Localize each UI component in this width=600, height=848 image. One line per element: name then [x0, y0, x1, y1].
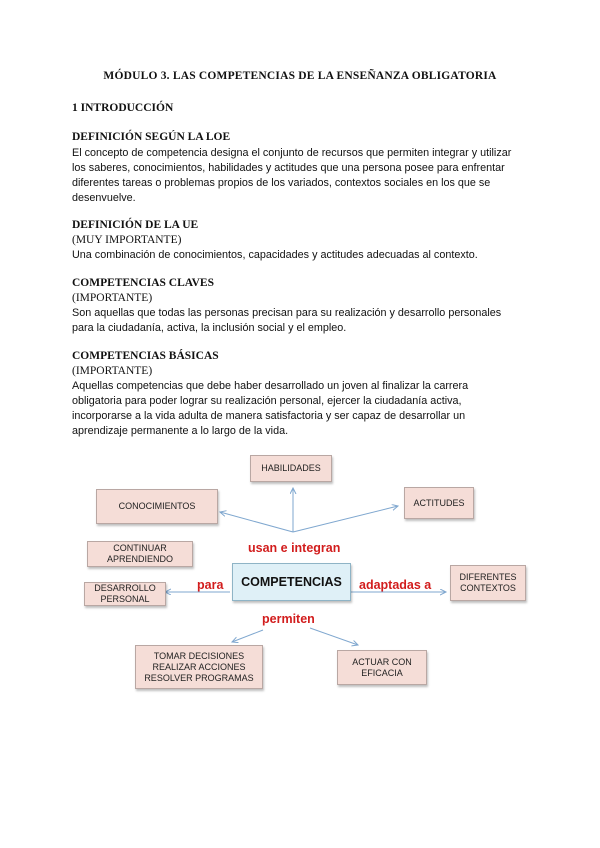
text-line: diferentes tareas o problemas propios de los variados, contextos sociales en los que se — [72, 177, 491, 189]
text-line: Aquellas competencias que debe haber desarrollado un joven al finalizar la carrera — [72, 380, 469, 392]
intro-heading: 1 INTRODUCCIÓN — [72, 102, 174, 114]
box-line: TOMAR DECISIONES — [153, 650, 245, 661]
arrow-actitudes — [293, 506, 398, 532]
text-line: Son aquellas que todas las personas precisan para su realización y desarrollo personales — [72, 307, 502, 319]
label-adaptadas-a: adaptadas a — [359, 578, 432, 592]
box-conocimientos: CONOCIMIENTOS — [96, 489, 218, 524]
importance-tag: (IMPORTANTE) — [72, 292, 153, 304]
section-heading-basicas: COMPETENCIAS BÁSICAS — [72, 350, 219, 362]
box-line: DESARROLLO — [94, 583, 156, 593]
arrow-tomar — [232, 630, 263, 642]
text-line: los saberes, conocimientos, habilidades y actitudes que una persona posee para enfrentar — [72, 162, 505, 174]
label-permiten: permiten — [262, 612, 315, 626]
section-heading-claves: COMPETENCIAS CLAVES — [72, 277, 214, 289]
box-competencias: COMPETENCIAS — [232, 563, 351, 601]
box-line: RESOLVER PROGRAMAS — [144, 672, 254, 683]
text-line: incorporarse a la vida adulta de manera satisfactoria y ser capaz de desarrollar un — [72, 410, 466, 422]
importance-tag: (IMPORTANTE) — [72, 365, 153, 377]
text-line: obligatoria para poder lograr su realización personal, ejercer la ciudadanía activa, — [72, 395, 462, 407]
arrow-actuar — [310, 628, 358, 645]
box-line: APRENDIENDO — [106, 554, 173, 564]
label-para: para — [197, 578, 224, 592]
section-heading-ue: DEFINICIÓN DE LA UE — [72, 219, 199, 231]
box-habilidades: HABILIDADES — [250, 455, 332, 482]
box-line: REALIZAR ACCIONES — [152, 661, 246, 672]
text-line: El concepto de competencia designa el conjunto de recursos que permiten integrar y utilizar — [72, 147, 512, 159]
box-line: DIFERENTES — [459, 572, 517, 582]
box-line: CONTEXTOS — [460, 583, 516, 593]
box-line: ACTUAR CON — [352, 656, 412, 667]
arrow-conocimientos — [220, 512, 293, 532]
box-line: PERSONAL — [100, 594, 150, 604]
box-actuar-eficacia — [337, 650, 427, 685]
text-line: para la ciudadanía, activa, la inclusión social y el empleo. — [72, 322, 347, 334]
box-diferentes-contextos — [450, 565, 526, 601]
text-line: desenvuelve. — [72, 192, 136, 204]
box-desarrollo-personal — [84, 582, 166, 606]
box-continuar-aprendiendo — [87, 541, 193, 567]
page-title: MÓDULO 3. LAS COMPETENCIAS DE LA ENSEÑANZA OBLIGATORIA — [103, 70, 497, 82]
box-actitudes: ACTITUDES — [404, 487, 474, 519]
box-tomar-decisiones — [135, 645, 263, 689]
box-line: EFICACIA — [361, 667, 403, 678]
text-line: Una combinación de conocimientos, capacidades y actitudes adecuadas al contexto. — [72, 249, 478, 261]
importance-tag: (MUY IMPORTANTE) — [72, 234, 182, 246]
label-usan-e-integran: usan e integran — [248, 541, 341, 555]
section-heading-loe: DEFINICIÓN SEGÚN LA LOE — [72, 131, 231, 143]
box-line: CONTINUAR — [113, 543, 167, 553]
text-line: aprendizaje permanente a lo largo de la vida. — [72, 425, 289, 437]
